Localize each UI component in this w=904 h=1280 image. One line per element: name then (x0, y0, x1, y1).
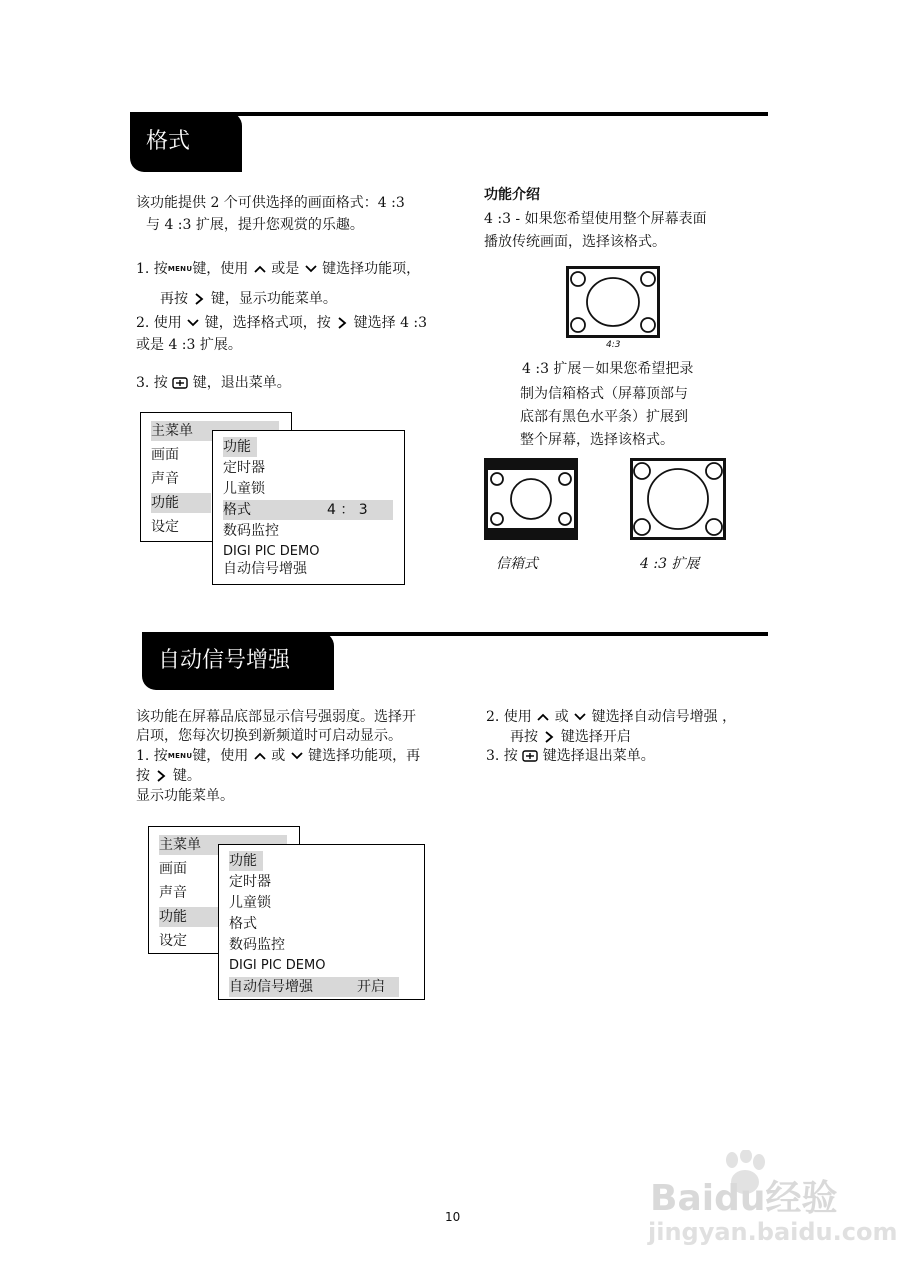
features-intro-heading: 功能介绍 (484, 187, 540, 203)
exit-osd-icon (522, 750, 538, 762)
features-4-3-line1: 4 :3 - 如果您希望使用整个屏幕表面 (484, 211, 707, 227)
section1-title (130, 112, 242, 172)
page-number: 10 (445, 1210, 461, 1224)
chevron-right-icon (335, 316, 349, 330)
chevron-right-icon (192, 292, 206, 306)
chevron-down-icon (304, 264, 318, 274)
chevron-down-icon (290, 751, 304, 761)
feature-menu-digi-pic-demo: DIGI PIC DEMO (223, 544, 320, 559)
watermark-url: jingyan.baidu.com (648, 1218, 898, 1246)
main-menu-item-picture: 画面 (159, 861, 187, 877)
feature-menu-auto-signal: 自动信号增强 (223, 561, 307, 577)
chevron-down-icon (573, 712, 587, 722)
section2-step3: 3. 按 键选择退出菜单。 (486, 748, 655, 764)
feature-menu-digi-pic-demo: DIGI PIC DEMO (229, 958, 326, 973)
section2-step1-line2: 按 键。 (136, 768, 201, 784)
main-menu-item-setup: 设定 (151, 519, 179, 535)
section1-step3: 3. 按 键，退出菜单。 (136, 375, 291, 391)
feature-menu-timer: 定时器 (223, 460, 265, 476)
section2-step2-line2: 再按 键选择开启 (510, 729, 631, 745)
watermark-brand: Baidu经验 (650, 1178, 838, 1219)
section2-title (142, 632, 334, 690)
feature-menu-digital-monitor: 数码监控 (223, 523, 279, 539)
feature-menu-digital-monitor: 数码监控 (229, 937, 285, 953)
section1-intro-2: 与 4 :3 扩展，提升您观赏的乐趣。 (146, 217, 364, 233)
main-menu-title: 主菜单 (159, 835, 287, 855)
section1-title-text: 格式 (146, 129, 191, 154)
section2-show-menu: 显示功能菜单。 (136, 788, 234, 804)
section2-step1-line1: 1. 按MENU键，使用 或 键选择功能项，再 (136, 745, 420, 767)
main-menu-item-features: 功能 (151, 493, 211, 513)
feature-menu-auto-signal: 自动信号增强 开启 (229, 977, 399, 997)
main-menu-item-sound: 声音 (159, 885, 187, 901)
section2-feature-menu (218, 844, 425, 1000)
feature-menu-auto-signal-value: 开启 (357, 979, 385, 995)
features-4-3-line2: 播放传统画面，选择该格式。 (484, 234, 666, 250)
format-4-3-figure (566, 266, 660, 338)
main-menu-title: 主菜单 (151, 421, 279, 441)
section1-step2-line1: 2. 使用 键，选择格式项，按 键选择 4 :3 (136, 315, 428, 331)
chevron-up-icon (536, 712, 550, 722)
section1-intro-1: 该功能提供 2 个可供选择的画面格式：4 :3 (136, 195, 405, 211)
letterbox-figure (484, 458, 578, 540)
menu-key-icon: MENU (167, 752, 193, 760)
feature-menu-format: 格式 (229, 916, 257, 932)
chevron-down-icon (186, 318, 200, 328)
feature-menu-format: 格式 4 ： 3 (223, 500, 393, 520)
expand-caption: 4 :3 扩展 (640, 556, 700, 572)
feature-menu-title: 功能 (223, 437, 257, 457)
chevron-right-icon (542, 730, 556, 744)
section2-line1: 该功能在屏幕品底部显示信号强弱度。选择开 (136, 709, 416, 725)
main-menu-item-sound: 声音 (151, 471, 179, 487)
chevron-up-icon (253, 751, 267, 761)
format-expand-figure (630, 458, 726, 540)
ext-line4: 整个屏幕，选择该格式。 (520, 432, 674, 448)
section1-step2-line2: 或是 4 :3 扩展。 (136, 337, 242, 353)
feature-menu-child-lock: 儿童锁 (223, 481, 265, 497)
main-menu-item-picture: 画面 (151, 447, 179, 463)
section2-line2: 启项，您每次切换到新频道时可启动显示。 (136, 728, 402, 744)
main-menu-item-features: 功能 (159, 907, 219, 927)
exit-osd-icon (172, 377, 188, 389)
section1-feature-menu (212, 430, 405, 585)
format-4-3-label: 4:3 (606, 340, 621, 350)
section1-step1-line2: 再按 键，显示功能菜单。 (160, 291, 337, 307)
letterbox-caption: 信箱式 (496, 556, 538, 572)
feature-menu-title: 功能 (229, 851, 263, 871)
main-menu-item-setup: 设定 (159, 933, 187, 949)
feature-menu-format-value: 4 ： 3 (327, 502, 368, 518)
section2-step2-line1: 2. 使用 或 键选择自动信号增强 ， (486, 709, 737, 725)
ext-line3: 底部有黑色水平条）扩展到 (520, 409, 688, 425)
ext-line2: 制为信箱格式（屏幕顶部与 (520, 386, 688, 402)
feature-menu-child-lock: 儿童锁 (229, 895, 271, 911)
section2-title-text: 自动信号增强 (158, 648, 291, 673)
menu-key-icon: MENU (167, 265, 193, 273)
chevron-right-icon (154, 769, 168, 783)
section1-step1-line1: 1. 按MENU键，使用 或是 键选择功能项， (136, 258, 420, 280)
ext-line1: 4 :3 扩展－如果您希望把录 (522, 361, 694, 377)
chevron-up-icon (253, 264, 267, 274)
feature-menu-timer: 定时器 (229, 874, 271, 890)
